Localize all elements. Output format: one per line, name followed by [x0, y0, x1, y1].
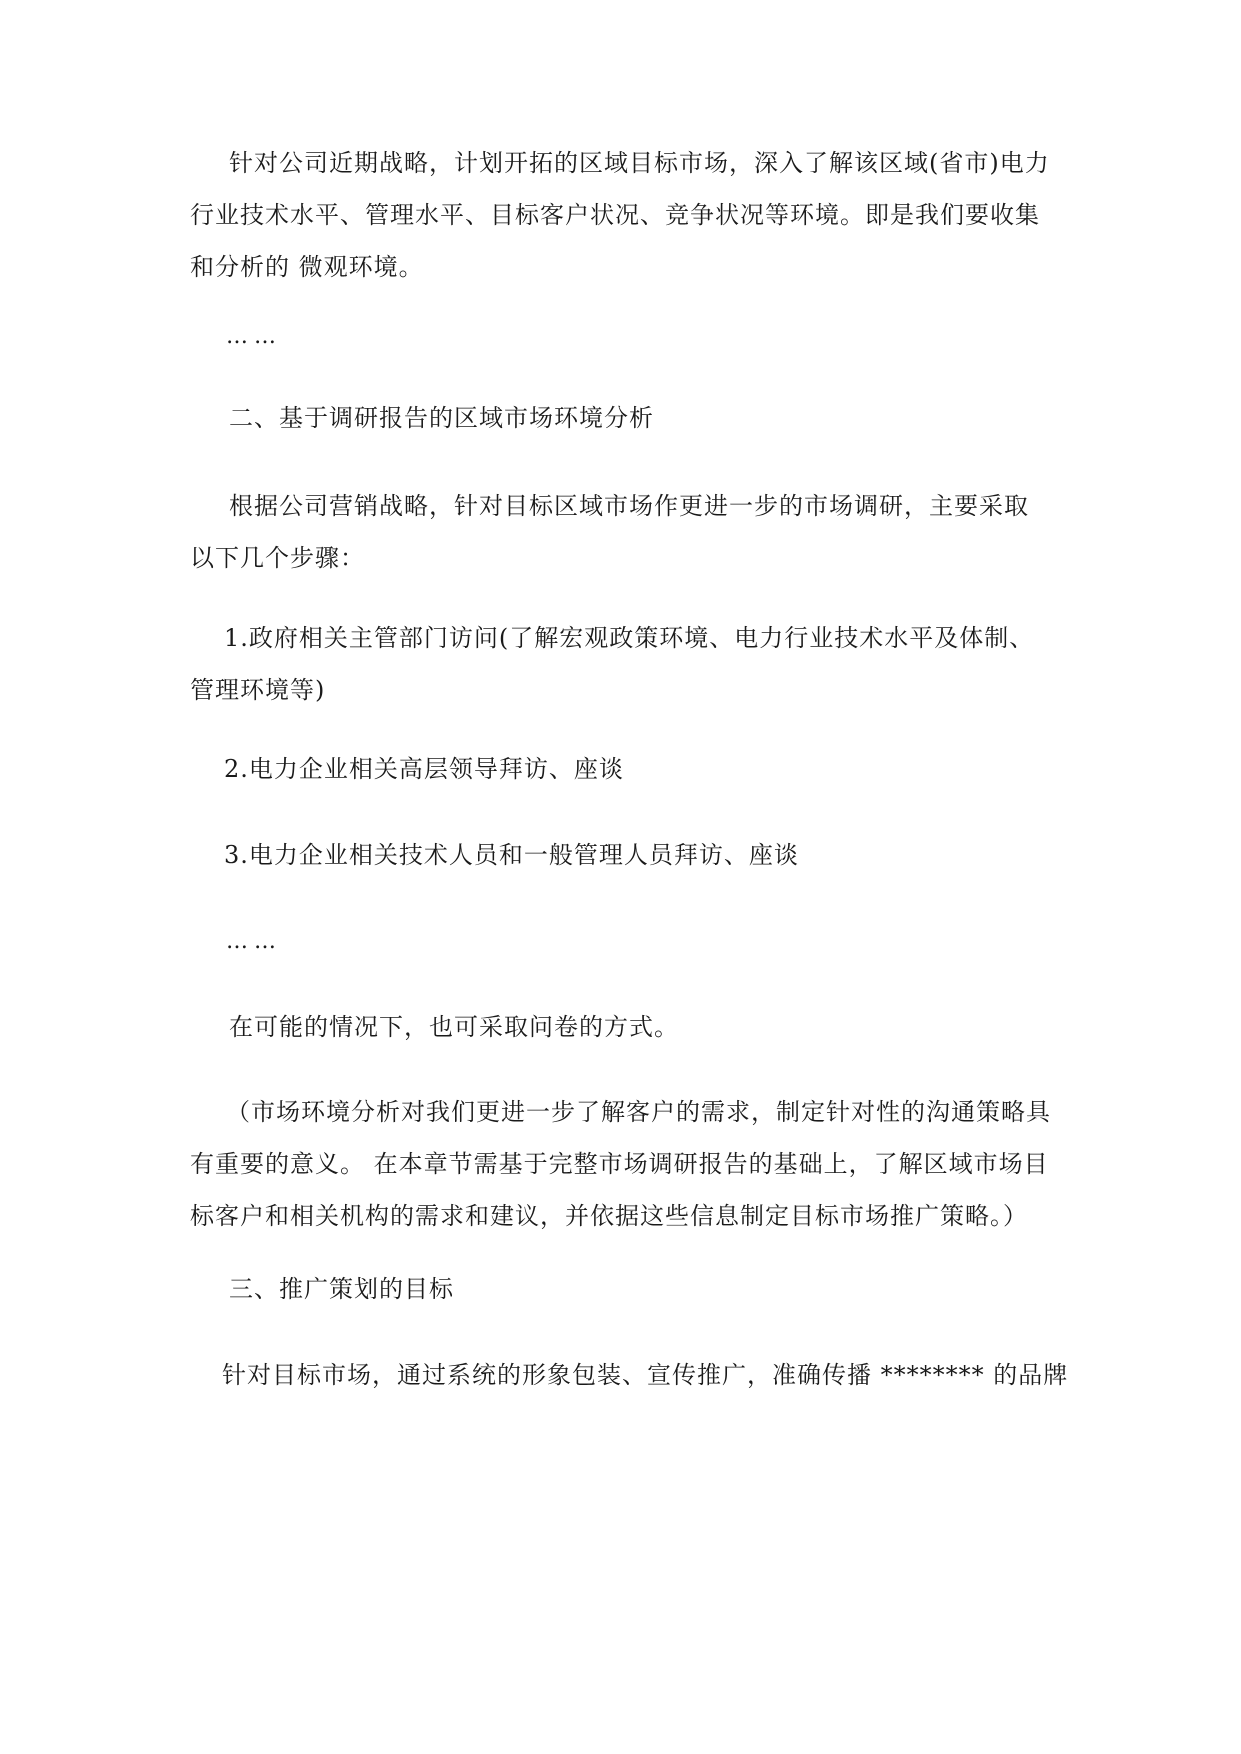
- paragraph-microenvironment: 针对公司近期战略，计划开拓的区域目标市场，深入了解该区域(省市)电力行业技术水平、管理水平、目标客户状况、竞争状况等环境。即是我们要收集和分析的 微观环境。: [190, 149, 1050, 281]
- list-item-step-1: 1.政府相关主管部门访问(了解宏观政策环境、电力行业技术水平及体制、管理环境等): [190, 624, 1035, 704]
- section-heading-2: 二、基于调研报告的区域市场环境分析: [229, 404, 654, 432]
- paragraph-analysis-note: （市场环境分析对我们更进一步了解客户的需求，制定针对性的沟通策略具有重要的意义。 在本章节需基于完整市场调研报告的基础上，了解区域市场目标客户和相关机构的需求和建议，并依据这些信息制定目标市场推广策略。）: [190, 1098, 1051, 1230]
- list-item-step-2: 2.电力企业相关高层领导拜访、座谈: [224, 755, 624, 783]
- paragraph-questionnaire: 在可能的情况下，也可采取问卷的方式。: [229, 1013, 679, 1041]
- ellipsis-paragraph: ……: [226, 929, 282, 954]
- list-item-step-3: 3.电力企业相关技术人员和一般管理人员拜访、座谈: [224, 841, 799, 869]
- ellipsis-paragraph: ……: [226, 324, 282, 349]
- paragraph-survey-steps: 根据公司营销战略，针对目标区域市场作更进一步的市场调研，主要采取以下几个步骤：: [190, 492, 1029, 572]
- paragraph-promotion-goal: 针对目标市场，通过系统的形象包装、宣传推广，准确传播 ******** 的品牌: [222, 1361, 1069, 1389]
- section-heading-3: 三、推广策划的目标: [229, 1275, 454, 1303]
